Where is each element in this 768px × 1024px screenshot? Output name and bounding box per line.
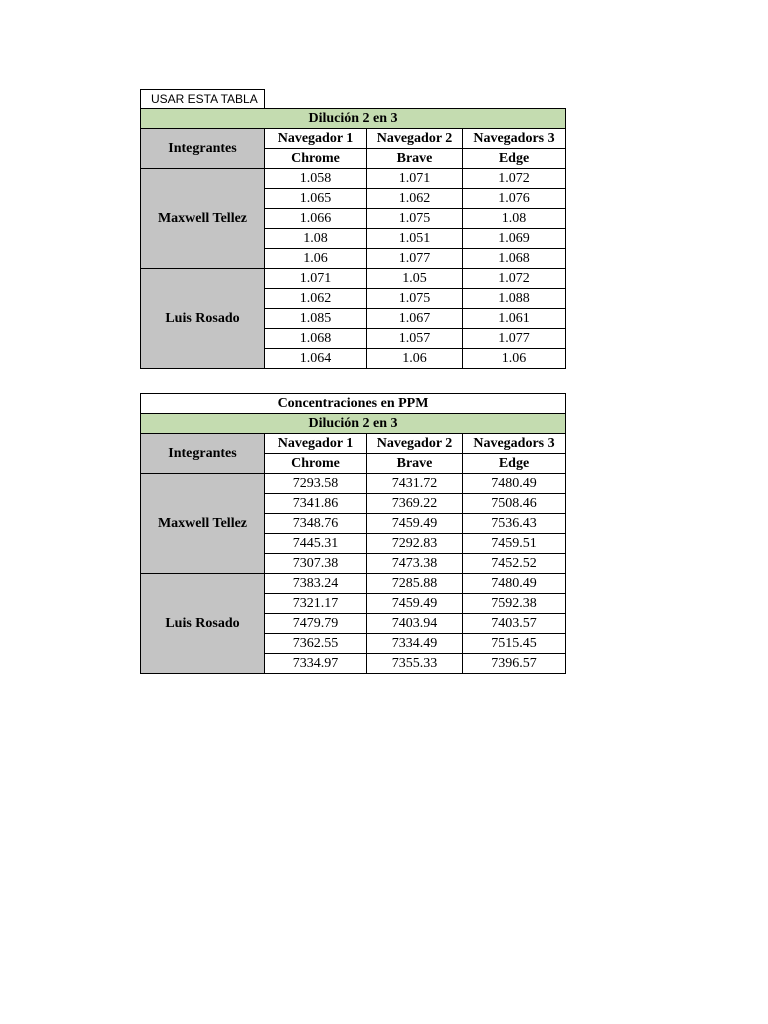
table-row xyxy=(141,269,566,289)
table-cell: 1.069 xyxy=(463,229,566,249)
table-cell: 7508.46 xyxy=(463,494,566,514)
table-cell: 7341.86 xyxy=(265,494,367,514)
integrantes-header: Integrantes xyxy=(141,434,265,474)
table-cell: 7307.38 xyxy=(265,554,367,574)
browser-name: Edge xyxy=(463,149,566,169)
table-cell: 1.08 xyxy=(463,209,566,229)
table-cell: 7334.49 xyxy=(367,634,463,654)
table-cell: 1.05 xyxy=(367,269,463,289)
table-cell: 1.077 xyxy=(367,249,463,269)
table-cell: 1.061 xyxy=(463,309,566,329)
concentration-table xyxy=(140,393,566,674)
table-cell: 7321.17 xyxy=(265,594,367,614)
table-cell: 7285.88 xyxy=(367,574,463,594)
table-cell: 1.088 xyxy=(463,289,566,309)
browser-name: Brave xyxy=(367,149,463,169)
table-caption: Concentraciones en PPM xyxy=(141,394,566,414)
table-cell: 7473.38 xyxy=(367,554,463,574)
table-cell: 1.08 xyxy=(265,229,367,249)
use-this-table-label: USAR ESTA TABLA xyxy=(140,89,265,109)
table-cell: 1.062 xyxy=(265,289,367,309)
table-cell: 7396.57 xyxy=(463,654,566,674)
table-cell: 1.071 xyxy=(367,169,463,189)
table-cell: 7452.52 xyxy=(463,554,566,574)
column-header: Navegador 1 xyxy=(265,434,367,454)
table-cell: 1.058 xyxy=(265,169,367,189)
table-cell: 1.075 xyxy=(367,289,463,309)
table-cell: 1.072 xyxy=(463,169,566,189)
table-cell: 1.068 xyxy=(463,249,566,269)
integrantes-header: Integrantes xyxy=(141,129,265,169)
table-row xyxy=(141,169,566,189)
column-header: Navegador 1 xyxy=(265,129,367,149)
table-cell: 1.06 xyxy=(265,249,367,269)
table-cell: 7459.49 xyxy=(367,594,463,614)
table-cell: 7348.76 xyxy=(265,514,367,534)
table-cell: 1.066 xyxy=(265,209,367,229)
table-title: Dilución 2 en 3 xyxy=(141,414,566,434)
table-cell: 1.085 xyxy=(265,309,367,329)
table-cell: 7334.97 xyxy=(265,654,367,674)
browser-name: Brave xyxy=(367,454,463,474)
table-cell: 7369.22 xyxy=(367,494,463,514)
member-name: Maxwell Tellez xyxy=(141,474,265,574)
table-cell: 1.057 xyxy=(367,329,463,349)
table-cell: 7480.49 xyxy=(463,574,566,594)
member-name: Luis Rosado xyxy=(141,574,265,674)
table-cell: 1.075 xyxy=(367,209,463,229)
column-header: Navegador 2 xyxy=(367,129,463,149)
browser-name: Edge xyxy=(463,454,566,474)
table-cell: 1.071 xyxy=(265,269,367,289)
table-cell: 1.068 xyxy=(265,329,367,349)
member-name: Luis Rosado xyxy=(141,269,265,369)
table-cell: 7403.94 xyxy=(367,614,463,634)
table-row xyxy=(141,474,566,494)
table-cell: 7592.38 xyxy=(463,594,566,614)
table-cell: 7459.51 xyxy=(463,534,566,554)
browser-name: Chrome xyxy=(265,149,367,169)
table-cell: 1.051 xyxy=(367,229,463,249)
column-header: Navegadors 3 xyxy=(463,129,566,149)
table-cell: 7403.57 xyxy=(463,614,566,634)
table-cell: 7480.49 xyxy=(463,474,566,494)
table-title: Dilución 2 en 3 xyxy=(141,109,566,129)
dilution-table xyxy=(140,108,566,369)
table-cell: 7362.55 xyxy=(265,634,367,654)
table-cell: 7355.33 xyxy=(367,654,463,674)
table-cell: 7292.83 xyxy=(367,534,463,554)
table-cell: 1.062 xyxy=(367,189,463,209)
table-cell: 1.072 xyxy=(463,269,566,289)
table-cell: 7536.43 xyxy=(463,514,566,534)
table-cell: 7515.45 xyxy=(463,634,566,654)
table-cell: 1.06 xyxy=(463,349,566,369)
table-cell: 7431.72 xyxy=(367,474,463,494)
table-row xyxy=(141,574,566,594)
column-header: Navegador 2 xyxy=(367,434,463,454)
table-cell: 1.067 xyxy=(367,309,463,329)
table-cell: 1.076 xyxy=(463,189,566,209)
table-cell: 7459.49 xyxy=(367,514,463,534)
table-cell: 1.064 xyxy=(265,349,367,369)
table-cell: 7445.31 xyxy=(265,534,367,554)
member-name: Maxwell Tellez xyxy=(141,169,265,269)
table-cell: 1.077 xyxy=(463,329,566,349)
table-cell: 7479.79 xyxy=(265,614,367,634)
column-header: Navegadors 3 xyxy=(463,434,566,454)
table-cell: 7383.24 xyxy=(265,574,367,594)
table-cell: 1.06 xyxy=(367,349,463,369)
table-cell: 7293.58 xyxy=(265,474,367,494)
browser-name: Chrome xyxy=(265,454,367,474)
table-cell: 1.065 xyxy=(265,189,367,209)
